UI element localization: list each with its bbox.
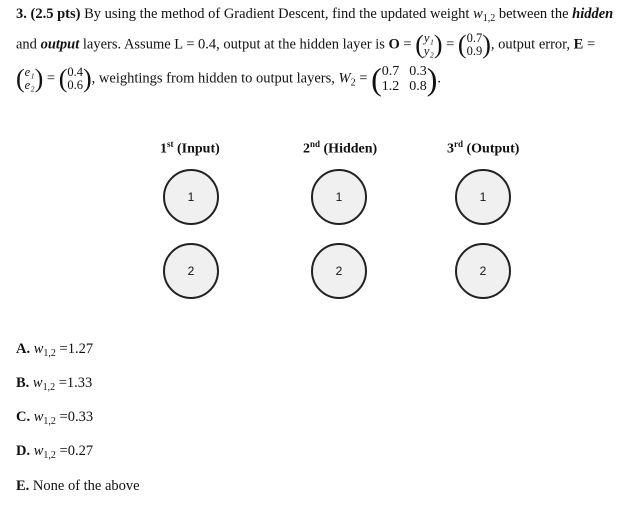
- layer-label-hidden: 2nd (Hidden): [303, 139, 378, 157]
- option-value: =1.27: [59, 341, 94, 357]
- output-word: output: [40, 36, 80, 53]
- e-symbol-vector: [25, 66, 35, 92]
- layer-label-output: 3rd (Output): [447, 139, 520, 157]
- o-value-2: 0.9: [466, 44, 483, 58]
- option-text: None of the above: [32, 478, 140, 494]
- option-c[interactable]: [16, 409, 93, 427]
- equals-sign-2: =: [446, 36, 455, 53]
- question-line-3: ( e₁ e₂ ) = ( 0.4 0.6 ), weightings from hidden to output layers, $W_2$ = ( 0.7 0.3 1.2 0.8 ).: [16, 61, 441, 97]
- w-subscript: 2: [350, 77, 356, 89]
- e1: e₁: [24, 65, 35, 79]
- question-line-2: and output layers. Assume L = 0.4, output at the hidden layer is O = ( y₁ y₂ ) = ( 0.7 0.9 ), output error, E =: [16, 30, 596, 59]
- y-vector: [424, 32, 434, 58]
- option-d[interactable]: [16, 443, 93, 461]
- question-stem: By using the method of Gradient Descent, find the updated weight: [84, 6, 470, 22]
- hidden-node-2: 2: [311, 243, 367, 299]
- option-sub: 1,2: [43, 348, 56, 359]
- equals-sign-4: =: [46, 70, 56, 87]
- w-matrix-cell: 0.3: [409, 64, 427, 79]
- w-matrix-cell: 0.8: [409, 79, 427, 94]
- w-matrix-cell: 0.7: [381, 64, 400, 79]
- w-symbol: W: [338, 70, 351, 87]
- e-value-1: 0.4: [67, 65, 83, 79]
- equals-sign-5: =: [359, 70, 368, 87]
- w-matrix: [382, 64, 427, 94]
- y2: y₂: [423, 44, 434, 58]
- weight-variable: w: [473, 6, 483, 22]
- e-value-2: 0.6: [67, 78, 83, 92]
- option-value: =0.27: [59, 443, 94, 459]
- input-node-1: 1: [163, 169, 219, 225]
- question-number: 3.: [16, 6, 27, 22]
- option-sub: 1,2: [42, 382, 56, 393]
- hidden-node-1: 1: [311, 169, 367, 225]
- option-var: w: [33, 409, 44, 425]
- option-var: w: [33, 341, 44, 357]
- weightings-text: , weightings from hidden to output layers,: [91, 70, 335, 87]
- option-value: =0.33: [59, 409, 94, 425]
- and-text: and: [16, 36, 37, 53]
- equals-sign: =: [403, 36, 412, 53]
- option-value: =1.33: [58, 375, 93, 391]
- between-text: between the: [498, 6, 569, 22]
- layer-label-input: 1st (Input): [160, 139, 220, 157]
- option-sub: 1,2: [43, 450, 56, 461]
- option-label: D.: [16, 443, 31, 459]
- hidden-word: hidden: [572, 6, 614, 22]
- e-vector: [67, 66, 83, 92]
- question-line-1: [16, 6, 613, 24]
- option-label: E.: [16, 478, 30, 494]
- option-label: C.: [16, 409, 31, 425]
- y1: y₁: [423, 31, 434, 45]
- e2: e₂: [24, 78, 35, 92]
- w-matrix-cell: 1.2: [381, 79, 400, 94]
- option-var: w: [32, 375, 43, 391]
- output-node-2: 2: [455, 243, 511, 299]
- option-var: w: [33, 443, 44, 459]
- question-points: (2.5 pts): [30, 6, 81, 22]
- option-b[interactable]: [16, 375, 92, 393]
- e-symbol: E: [573, 36, 584, 53]
- option-sub: 1,2: [43, 416, 56, 427]
- option-a[interactable]: [16, 341, 93, 359]
- o-vector: [467, 32, 483, 58]
- layers-text: layers. Assume L = 0.4, output at the hidden layer is: [82, 36, 385, 53]
- option-e[interactable]: [16, 478, 140, 495]
- output-error-text: , output error,: [490, 36, 571, 53]
- weight-subscript: 1,2: [482, 13, 496, 24]
- option-label: A.: [16, 341, 31, 357]
- option-label: B.: [16, 375, 30, 391]
- o-value-1: 0.7: [466, 31, 483, 45]
- input-node-2: 2: [163, 243, 219, 299]
- period: .: [437, 70, 441, 87]
- o-symbol: O: [388, 36, 400, 53]
- equals-sign-3: =: [586, 36, 596, 53]
- output-node-1: 1: [455, 169, 511, 225]
